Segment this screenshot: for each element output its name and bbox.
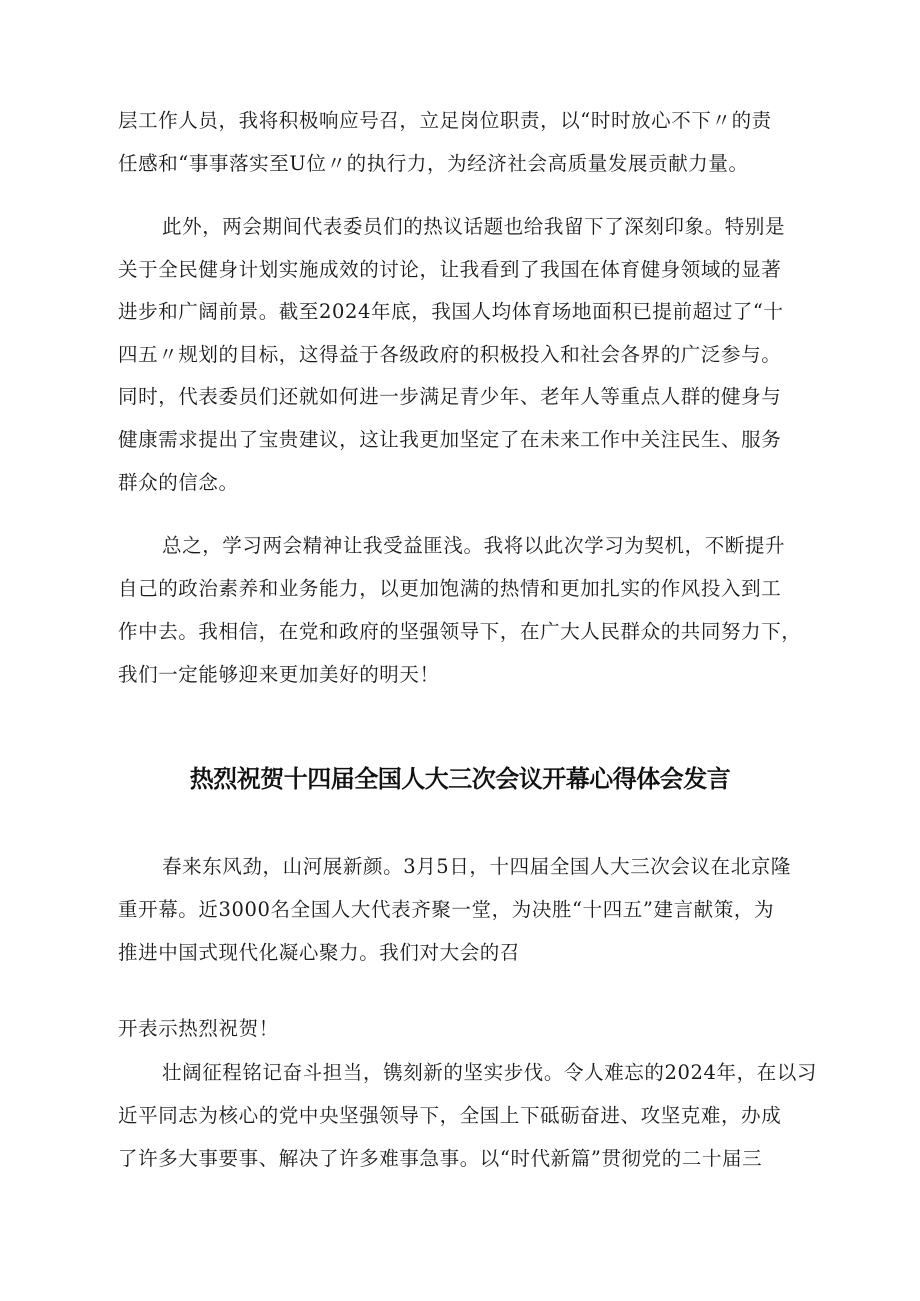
- section-heading: 热烈祝贺十四届全国人大三次会议开幕心得体会发言: [189, 765, 731, 793]
- paragraph-line: 壮阔征程铭记奋斗担当，镌刻新的坚实步伐。令人难忘的2024年，在以习: [162, 1061, 818, 1084]
- paragraph-line: 近平同志为核心的党中央坚强领导下，全国上下砥砺奋进、攻坚克难，办成: [118, 1104, 782, 1127]
- paragraph-line: 同时，代表委员们还就如何进一步满足青少年、老年人等重点人群的健身与: [118, 385, 782, 408]
- paragraph-line: 健康需求提出了宝贵建议，这让我更加坚定了在未来工作中关注民生、服务: [118, 428, 782, 451]
- paragraph-line: 自己的政治素养和业务能力，以更加饱满的热情和更加扎实的作风投入到工: [118, 577, 782, 600]
- paragraph-line: 任感和“事事落实至U位〃的执行力，为经济社会高质量发展贡献力量。: [118, 152, 749, 175]
- paragraph-line: 推进中国式现代化凝心聚力。我们对大会的召: [118, 941, 521, 964]
- paragraph-line: 四五〃规划的目标，这得益于各级政府的积极投入和社会各界的广泛参与。: [118, 343, 782, 366]
- paragraph-line: 总之，学习两会精神让我受益匪浅。我将以此次学习为契机，不断提升: [162, 534, 786, 557]
- paragraph-line: 关于全民健身计划实施成效的讨论，让我看到了我国在体育健身领域的显著: [118, 258, 782, 281]
- paragraph-line: 进步和广阔前景。截至2024年底，我国人均体育场地面积已提前超过了“十: [118, 300, 784, 323]
- paragraph-line: 群众的信念。: [118, 471, 239, 494]
- paragraph-line: 此外，两会期间代表委员们的热议话题也给我留下了深刻印象。特别是: [162, 215, 786, 238]
- paragraph-line: 春来东风劲，山河展新颜。3月5日，十四届全国人大三次会议在北京隆: [162, 855, 792, 878]
- paragraph-line: 开表示热烈祝贺！: [118, 1017, 279, 1040]
- paragraph-line: 了许多大事要事、解决了许多难事急事。以“时代新篇”贯彻党的二十届三: [118, 1147, 763, 1170]
- paragraph-line: 层工作人员，我将积极响应号召，立足岗位职责，以“时时放心不下〃的责: [118, 109, 772, 132]
- paragraph-line: 作中去。我相信，在党和政府的坚强领导下，在广大人民群众的共同努力下，: [118, 620, 802, 643]
- paragraph-line: 重开幕。近3000名全国人大代表齐聚一堂，为决胜“十四五”建言献策，为: [118, 898, 775, 921]
- paragraph-line: 我们一定能够迎来更加美好的明天！: [118, 663, 440, 686]
